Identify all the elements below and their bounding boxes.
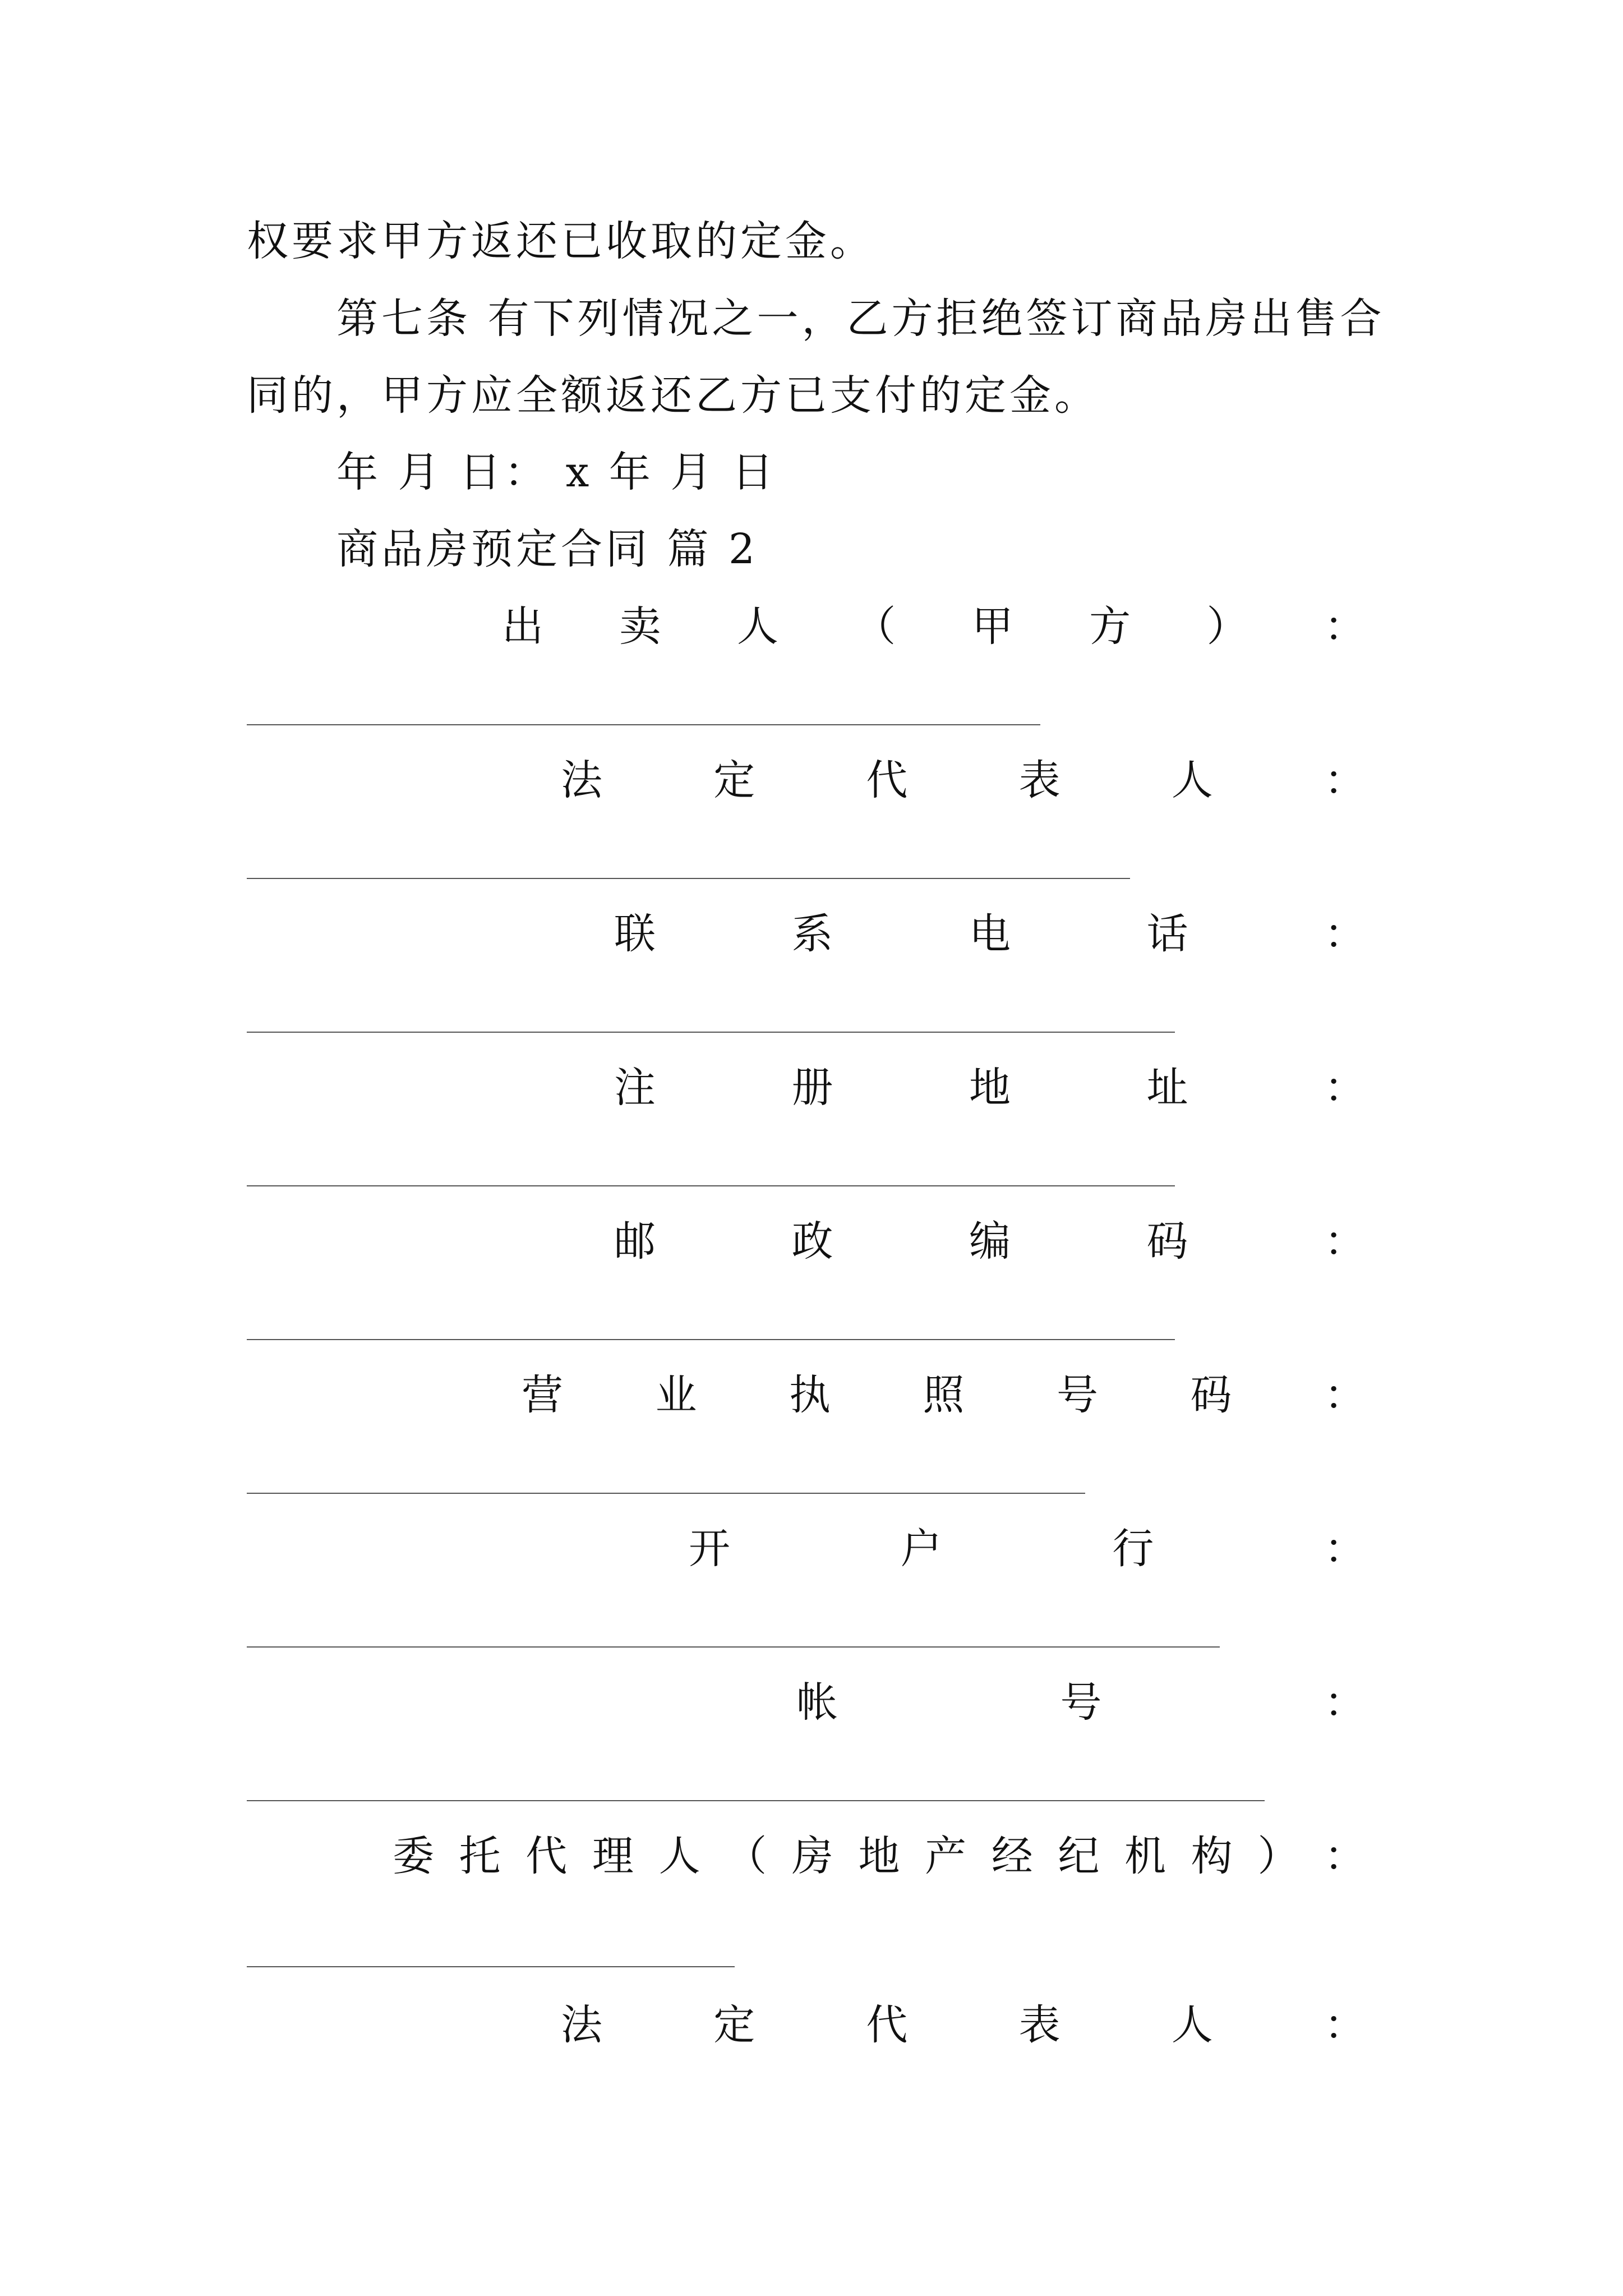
field-legal-rep-label: 法 定 代 表 人 ： <box>561 756 1366 804</box>
field-agent-blank[interactable] <box>247 1966 735 1967</box>
field-bank-blank[interactable] <box>247 1646 1220 1648</box>
contract-heading: 商品房预定合同 篇 2 <box>336 525 759 573</box>
field-account-label: 帐 号 ： <box>796 1678 1366 1727</box>
field-legal-rep-blank[interactable] <box>247 878 1130 879</box>
article-seven-line-1: 第七条 有下列情况之一，乙方拒绝签订商品房出售合 <box>336 295 1385 343</box>
paragraph-continuation: 权要求甲方返还已收取的定金。 <box>247 217 875 265</box>
field-account-blank[interactable] <box>247 1800 1265 1801</box>
field-bank-label: 开 户 行 ： <box>689 1525 1366 1573</box>
field-postcode-blank[interactable] <box>247 1339 1175 1340</box>
field-agent-label: 委 托 代 理 人 （ 房 地 产 经 纪 机 构 ） ： <box>393 1832 1366 1880</box>
field-legal-rep-2-label: 法 定 代 表 人 ： <box>561 2001 1366 2049</box>
article-seven-line-2: 同的，甲方应全额返还乙方已支付的定金。 <box>247 371 1099 420</box>
field-postcode-label: 邮 政 编 码 ： <box>614 1217 1366 1266</box>
date-line: 年 月 日： x 年 月 日 <box>336 448 777 496</box>
field-address-blank[interactable] <box>247 1185 1175 1186</box>
field-phone-label: 联 系 电 话 ： <box>614 910 1366 958</box>
field-address-label: 注 册 地 址 ： <box>614 1064 1366 1112</box>
field-license-label: 营 业 执 照 号 码 ： <box>522 1371 1366 1419</box>
field-seller-blank[interactable] <box>247 724 1040 725</box>
field-phone-blank[interactable] <box>247 1032 1175 1033</box>
field-seller-label: 出 卖 人 （ 甲 方 ） ： <box>502 602 1366 651</box>
field-license-blank[interactable] <box>247 1493 1085 1494</box>
